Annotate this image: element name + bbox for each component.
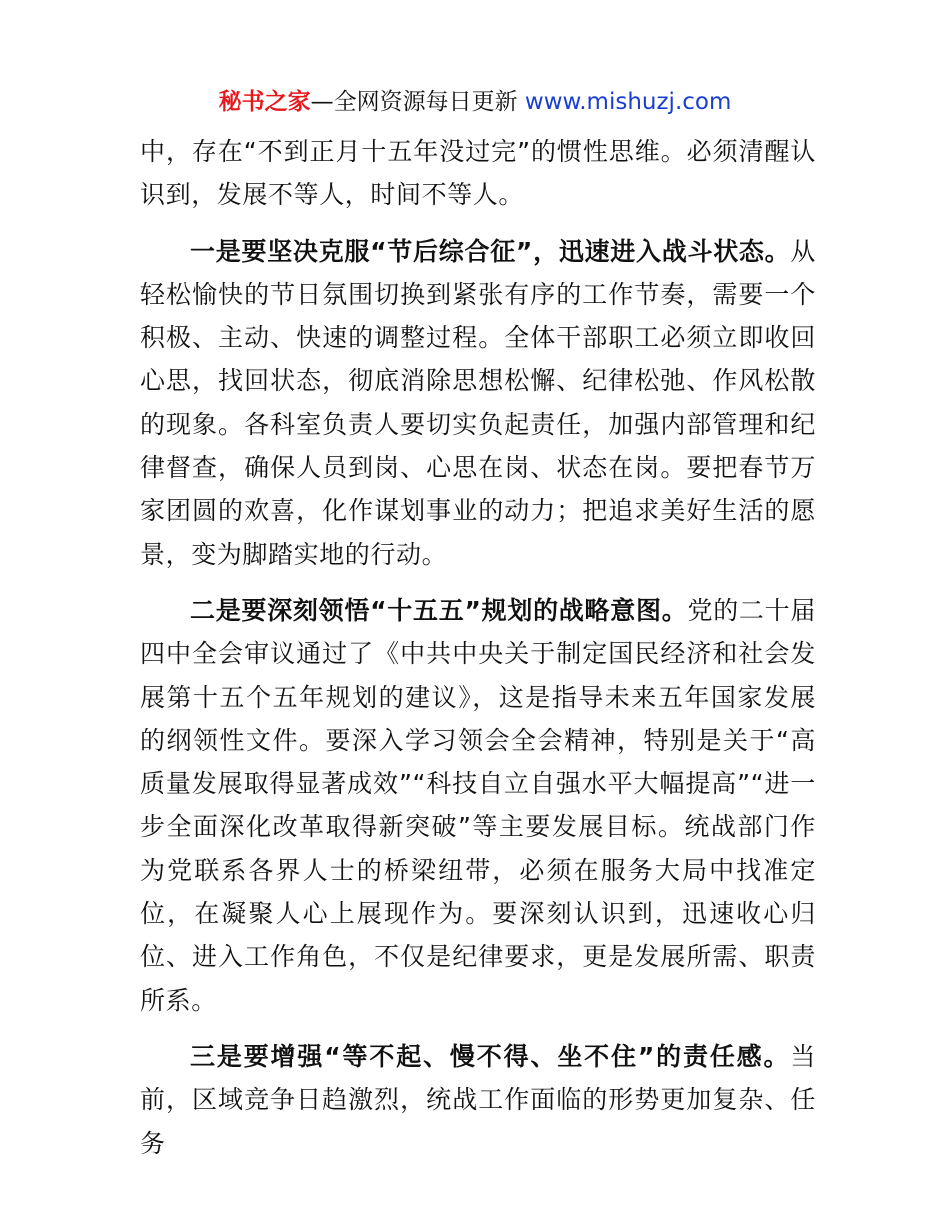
paragraph-point-two [140,589,816,1022]
paragraph-continuation [140,130,816,217]
paragraph-text: 党的二十届四中全会审议通过了《中共中央关于制定国民经济和社会发展第十五个五年规划的建议》，这是指导未来五年国家发展的纲领性文件。要深入学习领会全会精神，特别是关于“高质量发展取得显著成效”“科技自立自强水平大幅提高”“进一步全面深化改革取得新突破”等主要发展目标。统战部门作为党联系各界人士的桥梁纽带，必须在服务大局中找准定位，在凝聚人心上展现作为。要深刻认识到，迅速收心归位、进入工作角色，不仅是纪律要求，更是发展所需、职责所系。 [140,595,816,1015]
paragraph-lead: 三是要增强“等不起、慢不得、坐不住”的责任感。 [190,1041,791,1071]
site-tagline: —全网资源每日更新 [310,89,525,115]
document-body [140,130,816,1178]
paragraph-point-one [140,230,816,576]
paragraph-lead: 二是要深刻领悟“十五五”规划的战略意图。 [190,595,688,625]
site-brand: 秘书之家 [218,89,311,115]
site-header [0,86,950,118]
paragraph-text: 从轻松愉快的节日氛围切换到紧张有序的工作节奏，需要一个积极、主动、快速的调整过程。全体干部职工必须立即收回心思，找回状态，彻底消除思想松懈、纪律松弛、作风松散的现象。各科室负责人要切实负起责任，加强内部管理和纪律督查，确保人员到岗、心思在岗、状态在岗。要把春节万家团圆的欢喜，化作谋划事业的动力；把追求美好生活的愿景，变为脚踏实地的行动。 [140,236,816,569]
paragraph-point-three [140,1035,816,1165]
paragraph-text: 当前，区域竞争日趋激烈，统战工作面临的形势更加复杂、任务 [140,1041,816,1158]
paragraph-text: 中，存在“不到正月十五年没过完”的惯性思维。必须清醒认识到，发展不等人，时间不等人。 [140,137,816,210]
paragraph-lead: 一是要坚决克服“节后综合征”，迅速进入战斗状态。 [190,236,791,266]
site-url-link[interactable]: www.mishuzj.com [524,89,732,115]
